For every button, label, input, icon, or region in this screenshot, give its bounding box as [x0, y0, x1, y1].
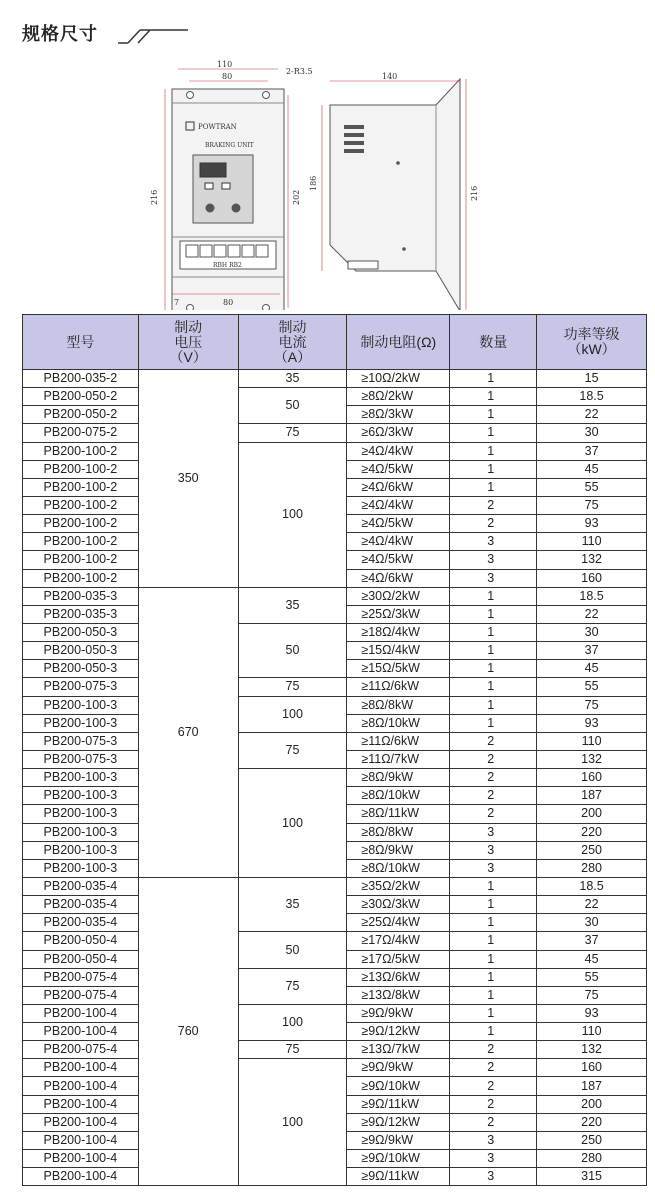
cell-power: 110 [537, 732, 647, 750]
cell-resistor: ≥9Ω/12kW [347, 1113, 450, 1131]
svg-text:140: 140 [382, 72, 398, 81]
cell-model: PB200-075-4 [23, 986, 139, 1004]
cell-power: 250 [537, 1131, 647, 1149]
cell-quantity: 2 [450, 515, 537, 533]
svg-text:7: 7 [174, 298, 180, 307]
cell-model: PB200-100-4 [23, 1004, 139, 1022]
cell-power: 55 [537, 968, 647, 986]
cell-model: PB200-050-3 [23, 642, 139, 660]
cell-voltage: 350 [138, 370, 238, 588]
cell-current: 75 [238, 1041, 347, 1059]
cell-quantity: 1 [450, 605, 537, 623]
cell-model: PB200-100-3 [23, 787, 139, 805]
cell-resistor: ≥9Ω/11kW [347, 1168, 450, 1186]
cell-quantity: 1 [450, 642, 537, 660]
table-row [23, 1059, 647, 1077]
cell-voltage: 670 [138, 587, 238, 877]
cell-model: PB200-050-3 [23, 623, 139, 641]
cell-resistor: ≥8Ω/9kW [347, 841, 450, 859]
svg-text:RBH RB2: RBH RB2 [213, 262, 242, 269]
cell-model: PB200-100-3 [23, 805, 139, 823]
brand-logo [186, 122, 237, 131]
cell-resistor: ≥13Ω/6kW [347, 968, 450, 986]
cell-current: 100 [238, 442, 347, 587]
cell-model: PB200-075-3 [23, 750, 139, 768]
cell-quantity: 1 [450, 660, 537, 678]
cell-resistor: ≥11Ω/6kW [347, 732, 450, 750]
cell-quantity: 2 [450, 1059, 537, 1077]
cell-power: 18.5 [537, 587, 647, 605]
cell-model: PB200-100-4 [23, 1131, 139, 1149]
cell-quantity: 1 [450, 388, 537, 406]
table-row [23, 1041, 647, 1059]
cell-quantity: 1 [450, 678, 537, 696]
cell-quantity: 1 [450, 950, 537, 968]
table-row [23, 623, 647, 641]
cell-quantity: 1 [450, 914, 537, 932]
cell-power: 187 [537, 787, 647, 805]
cell-power: 22 [537, 605, 647, 623]
cell-power: 55 [537, 478, 647, 496]
cell-resistor: ≥10Ω/2kW [347, 370, 450, 388]
cell-resistor: ≥9Ω/10kW [347, 1077, 450, 1095]
table-row [23, 424, 647, 442]
table-row [23, 1004, 647, 1022]
cell-power: 160 [537, 569, 647, 587]
cell-current: 50 [238, 932, 347, 968]
cell-power: 75 [537, 496, 647, 514]
cell-resistor: ≥35Ω/2kW [347, 877, 450, 895]
cell-resistor: ≥30Ω/3kW [347, 896, 450, 914]
cell-quantity: 2 [450, 1041, 537, 1059]
cell-resistor: ≥4Ω/5kW [347, 460, 450, 478]
table-row [23, 370, 647, 388]
cell-quantity: 3 [450, 1168, 537, 1186]
cell-model: PB200-050-3 [23, 660, 139, 678]
header-resistor: 制动电阻(Ω) [347, 315, 450, 370]
cell-power: 110 [537, 1023, 647, 1041]
cell-quantity: 3 [450, 823, 537, 841]
cell-quantity: 3 [450, 841, 537, 859]
cell-resistor: ≥8Ω/10kW [347, 859, 450, 877]
cell-resistor: ≥4Ω/4kW [347, 533, 450, 551]
cell-quantity: 2 [450, 1095, 537, 1113]
cell-current: 100 [238, 1059, 347, 1186]
cell-power: 18.5 [537, 388, 647, 406]
cell-quantity: 1 [450, 460, 537, 478]
cell-power: 132 [537, 551, 647, 569]
cell-quantity: 2 [450, 1113, 537, 1131]
cell-resistor: ≥9Ω/11kW [347, 1095, 450, 1113]
cell-quantity: 1 [450, 968, 537, 986]
cell-model: PB200-100-4 [23, 1113, 139, 1131]
cell-resistor: ≥8Ω/2kW [347, 388, 450, 406]
cell-power: 280 [537, 1150, 647, 1168]
cell-quantity: 1 [450, 714, 537, 732]
cell-power: 22 [537, 406, 647, 424]
cell-resistor: ≥9Ω/9kW [347, 1131, 450, 1149]
cell-resistor: ≥9Ω/9kW [347, 1004, 450, 1022]
cell-model: PB200-075-3 [23, 732, 139, 750]
svg-text:POWTRAN: POWTRAN [198, 123, 237, 131]
cell-model: PB200-050-4 [23, 950, 139, 968]
cell-model: PB200-100-3 [23, 841, 139, 859]
cell-model: PB200-100-3 [23, 823, 139, 841]
cell-power: 93 [537, 1004, 647, 1022]
cell-model: PB200-075-4 [23, 968, 139, 986]
cell-model: PB200-075-3 [23, 678, 139, 696]
cell-current: 100 [238, 696, 347, 732]
cell-power: 22 [537, 896, 647, 914]
cell-quantity: 3 [450, 533, 537, 551]
svg-text:216: 216 [470, 185, 479, 201]
cell-resistor: ≥8Ω/9kW [347, 769, 450, 787]
cell-power: 250 [537, 841, 647, 859]
table-row [23, 442, 647, 460]
cell-quantity: 3 [450, 551, 537, 569]
cell-model: PB200-050-2 [23, 406, 139, 424]
cell-model: PB200-100-4 [23, 1150, 139, 1168]
cell-resistor: ≥8Ω/8kW [347, 823, 450, 841]
cell-power: 315 [537, 1168, 647, 1186]
cell-resistor: ≥13Ω/8kW [347, 986, 450, 1004]
cell-power: 37 [537, 442, 647, 460]
svg-text:80: 80 [222, 72, 233, 81]
table-row [23, 678, 647, 696]
cell-resistor: ≥9Ω/9kW [347, 1059, 450, 1077]
cell-model: PB200-100-4 [23, 1059, 139, 1077]
cell-current: 50 [238, 388, 347, 424]
cell-model: PB200-100-2 [23, 515, 139, 533]
title-decoration [118, 28, 188, 44]
cell-current: 75 [238, 424, 347, 442]
cell-resistor: ≥17Ω/5kW [347, 950, 450, 968]
spec-table [22, 314, 647, 1186]
cell-resistor: ≥6Ω/3kW [347, 424, 450, 442]
cell-current: 100 [238, 769, 347, 878]
table-row [23, 877, 647, 895]
cell-quantity: 3 [450, 569, 537, 587]
cell-quantity: 1 [450, 623, 537, 641]
cell-resistor: ≥4Ω/5kW [347, 515, 450, 533]
table-row [23, 732, 647, 750]
cell-current: 35 [238, 877, 347, 931]
cell-power: 110 [537, 533, 647, 551]
cell-resistor: ≥4Ω/6kW [347, 569, 450, 587]
cell-model: PB200-075-4 [23, 1041, 139, 1059]
cell-model: PB200-100-2 [23, 478, 139, 496]
cell-power: 200 [537, 805, 647, 823]
cell-current: 35 [238, 370, 347, 388]
svg-text:186: 186 [309, 175, 318, 191]
cell-resistor: ≥15Ω/4kW [347, 642, 450, 660]
cell-model: PB200-100-2 [23, 496, 139, 514]
cell-current: 50 [238, 623, 347, 677]
cell-model: PB200-100-3 [23, 696, 139, 714]
cell-quantity: 2 [450, 787, 537, 805]
cell-quantity: 2 [450, 496, 537, 514]
cell-model: PB200-035-3 [23, 587, 139, 605]
cell-model: PB200-100-3 [23, 859, 139, 877]
svg-text:2-R3.5: 2-R3.5 [286, 67, 313, 76]
cell-power: 75 [537, 696, 647, 714]
cell-model: PB200-100-2 [23, 442, 139, 460]
dimension-drawing [0, 55, 655, 310]
cell-model: PB200-035-4 [23, 914, 139, 932]
cell-quantity: 2 [450, 750, 537, 768]
cell-current: 75 [238, 732, 347, 768]
front-view [150, 60, 313, 310]
cell-power: 45 [537, 660, 647, 678]
table-header-row [23, 315, 647, 370]
cell-quantity: 3 [450, 1150, 537, 1168]
cell-resistor: ≥11Ω/7kW [347, 750, 450, 768]
cell-power: 200 [537, 1095, 647, 1113]
header-model: 型号 [23, 315, 139, 370]
cell-model: PB200-100-2 [23, 569, 139, 587]
cell-quantity: 1 [450, 424, 537, 442]
cell-quantity: 1 [450, 986, 537, 1004]
cell-power: 30 [537, 623, 647, 641]
cell-quantity: 1 [450, 896, 537, 914]
svg-text:BRAKING UNIT: BRAKING UNIT [205, 142, 254, 149]
cell-resistor: ≥9Ω/10kW [347, 1150, 450, 1168]
cell-power: 18.5 [537, 877, 647, 895]
header-quantity: 数量 [450, 315, 537, 370]
table-row [23, 696, 647, 714]
table-row [23, 968, 647, 986]
cell-quantity: 2 [450, 1077, 537, 1095]
cell-model: PB200-100-4 [23, 1095, 139, 1113]
cell-model: PB200-075-2 [23, 424, 139, 442]
cell-power: 37 [537, 932, 647, 950]
cell-quantity: 1 [450, 370, 537, 388]
cell-resistor: ≥13Ω/7kW [347, 1041, 450, 1059]
cell-power: 45 [537, 460, 647, 478]
svg-text:80: 80 [223, 298, 234, 307]
side-view [309, 72, 479, 310]
cell-power: 280 [537, 859, 647, 877]
cell-resistor: ≥18Ω/4kW [347, 623, 450, 641]
svg-text:216: 216 [150, 189, 159, 205]
cell-resistor: ≥4Ω/6kW [347, 478, 450, 496]
cell-power: 220 [537, 1113, 647, 1131]
cell-quantity: 1 [450, 696, 537, 714]
svg-text:110: 110 [217, 60, 233, 69]
table-row [23, 932, 647, 950]
cell-quantity: 1 [450, 932, 537, 950]
cell-model: PB200-035-4 [23, 877, 139, 895]
cell-model: PB200-100-4 [23, 1168, 139, 1186]
cell-resistor: ≥8Ω/8kW [347, 696, 450, 714]
cell-power: 93 [537, 515, 647, 533]
cell-resistor: ≥30Ω/2kW [347, 587, 450, 605]
cell-current: 35 [238, 587, 347, 623]
cell-resistor: ≥4Ω/5kW [347, 551, 450, 569]
cell-quantity: 1 [450, 1023, 537, 1041]
cell-model: PB200-100-2 [23, 533, 139, 551]
cell-current: 75 [238, 968, 347, 1004]
cell-resistor: ≥9Ω/12kW [347, 1023, 450, 1041]
cell-quantity: 1 [450, 587, 537, 605]
cell-quantity: 1 [450, 442, 537, 460]
cell-model: PB200-100-2 [23, 460, 139, 478]
cell-current: 100 [238, 1004, 347, 1040]
cell-resistor: ≥11Ω/6kW [347, 678, 450, 696]
cell-current: 75 [238, 678, 347, 696]
cell-power: 37 [537, 642, 647, 660]
cell-resistor: ≥4Ω/4kW [347, 442, 450, 460]
cell-power: 160 [537, 769, 647, 787]
cell-resistor: ≥17Ω/4kW [347, 932, 450, 950]
cell-power: 160 [537, 1059, 647, 1077]
cell-power: 30 [537, 424, 647, 442]
cell-quantity: 2 [450, 769, 537, 787]
cell-quantity: 3 [450, 859, 537, 877]
cell-voltage: 760 [138, 877, 238, 1185]
header-current: 制动 电流 （A） [238, 315, 347, 370]
cell-power: 75 [537, 986, 647, 1004]
page-title: 规格尺寸 [22, 24, 98, 45]
cell-model: PB200-100-4 [23, 1077, 139, 1095]
cell-quantity: 1 [450, 478, 537, 496]
cell-power: 132 [537, 750, 647, 768]
table-row [23, 587, 647, 605]
page-header [0, 0, 655, 60]
cell-resistor: ≥25Ω/4kW [347, 914, 450, 932]
header-power: 功率等级 （kW） [537, 315, 647, 370]
cell-quantity: 1 [450, 1004, 537, 1022]
cell-power: 15 [537, 370, 647, 388]
cell-model: PB200-035-2 [23, 370, 139, 388]
header-voltage: 制动 电压 （V） [138, 315, 238, 370]
table-row [23, 388, 647, 406]
cell-power: 132 [537, 1041, 647, 1059]
cell-model: PB200-100-4 [23, 1023, 139, 1041]
cell-quantity: 2 [450, 805, 537, 823]
cell-quantity: 3 [450, 1131, 537, 1149]
svg-text:202: 202 [292, 189, 301, 205]
table-row [23, 769, 647, 787]
cell-model: PB200-100-3 [23, 714, 139, 732]
cell-quantity: 1 [450, 406, 537, 424]
cell-resistor: ≥8Ω/10kW [347, 787, 450, 805]
cell-resistor: ≥8Ω/10kW [347, 714, 450, 732]
cell-resistor: ≥15Ω/5kW [347, 660, 450, 678]
cell-resistor: ≥25Ω/3kW [347, 605, 450, 623]
cell-model: PB200-050-2 [23, 388, 139, 406]
cell-quantity: 2 [450, 732, 537, 750]
cell-model: PB200-100-3 [23, 769, 139, 787]
cell-model: PB200-100-2 [23, 551, 139, 569]
cell-power: 93 [537, 714, 647, 732]
cell-power: 220 [537, 823, 647, 841]
cell-quantity: 1 [450, 877, 537, 895]
cell-power: 187 [537, 1077, 647, 1095]
cell-model: PB200-035-3 [23, 605, 139, 623]
cell-resistor: ≥8Ω/11kW [347, 805, 450, 823]
cell-power: 30 [537, 914, 647, 932]
cell-resistor: ≥8Ω/3kW [347, 406, 450, 424]
cell-power: 55 [537, 678, 647, 696]
cell-model: PB200-050-4 [23, 932, 139, 950]
cell-resistor: ≥4Ω/4kW [347, 496, 450, 514]
cell-model: PB200-035-4 [23, 896, 139, 914]
cell-power: 45 [537, 950, 647, 968]
